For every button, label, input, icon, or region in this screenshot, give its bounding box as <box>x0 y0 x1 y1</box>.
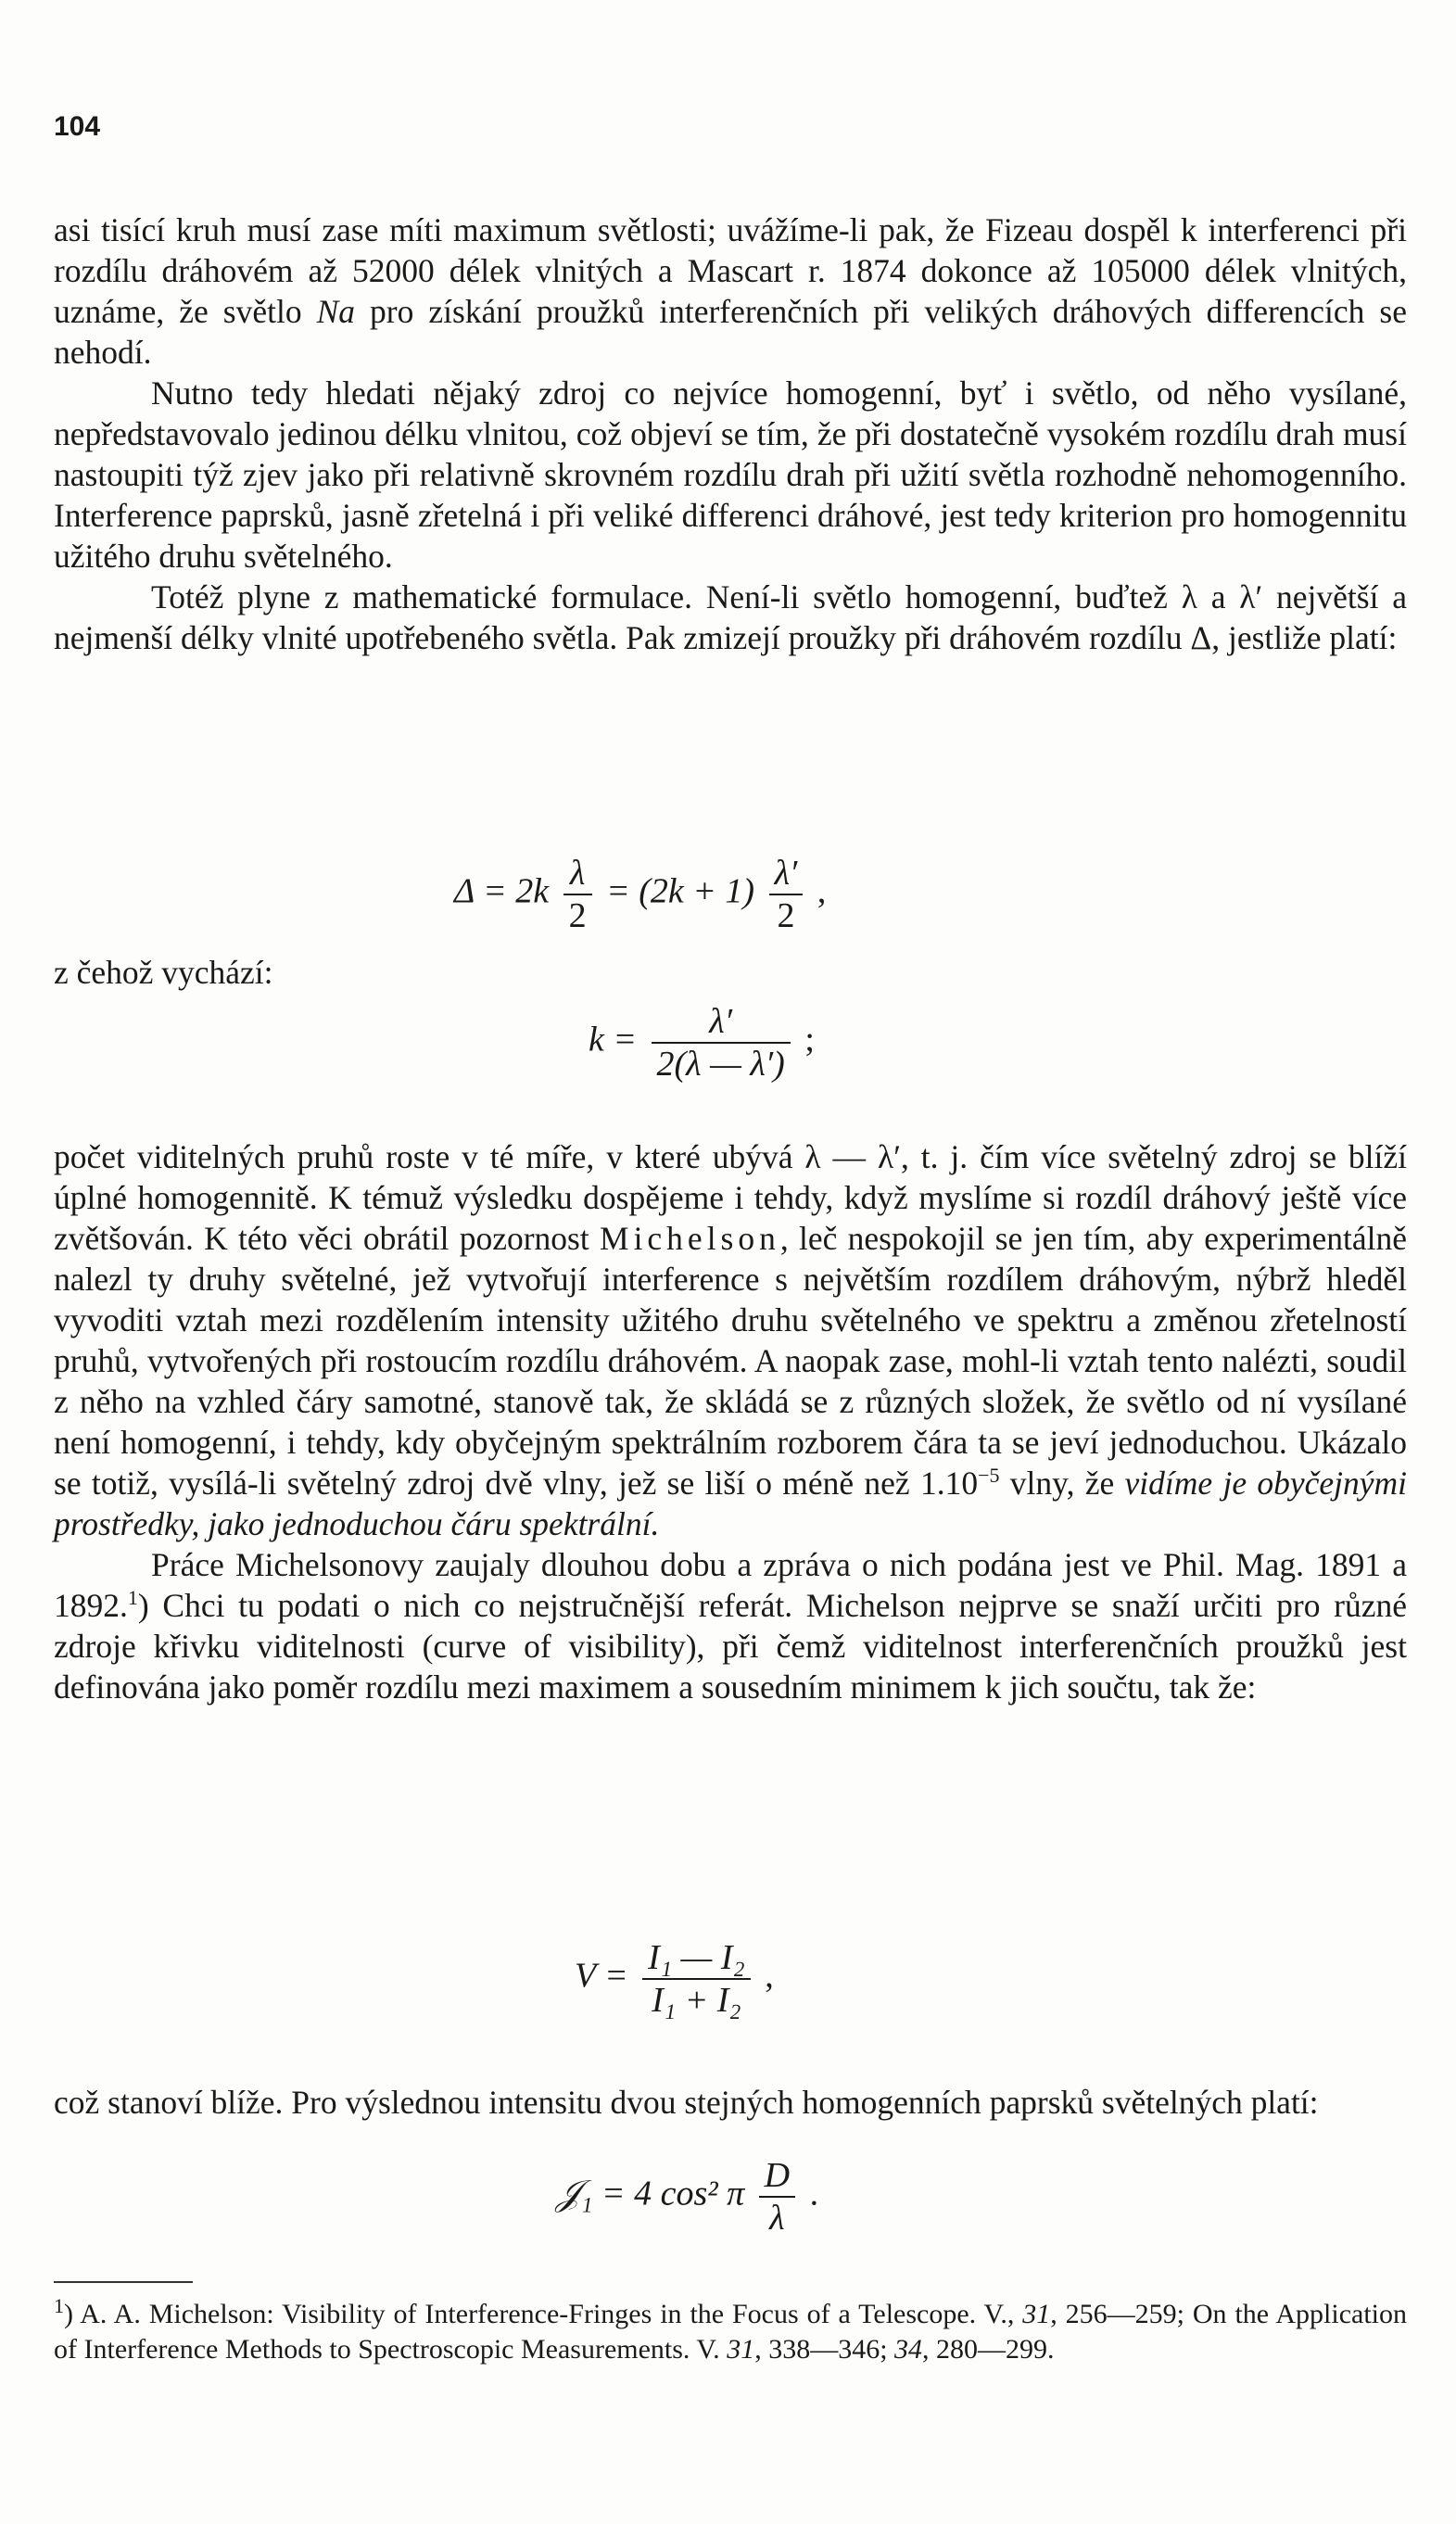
formula-2-end: ; <box>804 1020 815 1059</box>
formula-1-end: , <box>817 871 827 911</box>
formula-2-lhs: k = <box>589 1020 638 1059</box>
formula-path-difference <box>454 853 826 936</box>
formula-4-lhs: 𝒥₁ = 4 cos² π <box>556 2174 745 2213</box>
formula-1-middle: = (2k + 1) <box>606 871 755 911</box>
paragraph-3: Totéž plyne z mathematické formulace. Není-li světlo homogenní, buďtež λ a λ′ největší a nejmenší délky vlnité upotřebeného světla. Pak zmizejí proužky při dráhovém rozdílu Δ, jestliže platí: <box>54 578 1407 656</box>
page-number: 104 <box>54 111 101 142</box>
formula-3-lhs: V = <box>575 1956 628 1996</box>
paragraph-5-text-a: Práce Michelsonovy zaujaly dlouhou dobu a zpráva o nich podána jest ve Phil. Mag. 1891 a 1892. <box>54 1546 1407 1624</box>
paragraph-1 <box>54 209 1407 373</box>
text-block-1 <box>54 209 1407 658</box>
formula-k <box>589 1001 815 1084</box>
paragraph-5 <box>54 1544 1407 1707</box>
sodium-symbol: Na <box>316 293 356 330</box>
formula-2-numerator: λ′ <box>709 1002 733 1041</box>
paragraph-4 <box>54 1136 1407 1544</box>
footnote-reference: 1 <box>127 1586 138 1610</box>
paragraph-1-text: asi tisící kruh musí zase míti maximum světlosti; uvážíme-li pak, že Fizeau dospěl k interferenci při rozdílu dráhovém až 52000 délek vlnitých a Mascart r. 1874 dokonce až 105000 délek vlnitých, uznáme, že světlo <box>54 211 1407 330</box>
formula-4-end: . <box>809 2174 819 2213</box>
footnote-text-d: , 280—299. <box>922 2334 1055 2365</box>
formula-1-fraction-2 <box>769 853 804 936</box>
formula-1-frac-2-denominator: 2 <box>769 894 804 936</box>
formula-intensity <box>556 2155 818 2239</box>
label-from-which: z čehož vychází: <box>54 954 273 991</box>
formula-2-denominator: 2(λ — λ′) <box>652 1042 791 1084</box>
paragraph-5-text-b: ) Chci tu podati o nich co nejstručnější referát. Michelson nejprve se snaží určiti pro různé zdroje křivku viditelnosti (curve of visibility), při čemž viditelnost interferenčních proužků jest definována jako poměr rozdílu mezi maximem a sousedním minimem k jich součtu, tak že: <box>54 1587 1407 1706</box>
paragraph-4-italic: vidíme je obyčejnými prostředky, jako jednoduchou čáru spektrální. <box>54 1465 1407 1542</box>
text-block-2 <box>54 1136 1407 1707</box>
formula-4-fraction <box>759 2155 795 2239</box>
paragraph-4-text-c: vlny, že <box>999 1465 1125 1502</box>
formula-1-lhs: Δ = 2k <box>454 871 550 911</box>
footnote-divider <box>54 2281 193 2283</box>
footnote-volume-2: 31 <box>727 2334 755 2365</box>
formula-3-fraction <box>642 1937 751 2021</box>
text-block-3 <box>54 2082 1407 2123</box>
formula-1-frac-1-denominator: 2 <box>563 894 592 936</box>
formula-1-fraction-1 <box>563 853 592 936</box>
paragraph-1-end: pro získání proužků interferenčních při velikých dráhových differencích se nehodí. <box>54 293 1407 371</box>
formula-1-frac-2-numerator: λ′ <box>774 854 798 893</box>
footnote-volume-3: 34 <box>894 2334 923 2365</box>
footnote-volume-1: 31 <box>1022 2299 1051 2329</box>
footnote-text-b: , 256—259; On the Application of Interference Methods to Spectroscopic Measurements. V. <box>54 2299 1407 2365</box>
formula-3-end: , <box>765 1956 774 1996</box>
name-michelson: Michelson <box>600 1220 780 1257</box>
formula-4-numerator: D <box>764 2156 791 2195</box>
paragraph-4-text-a: počet viditelných pruhů roste v té míře, v které ubývá λ — λ′, t. j. čím více světelný zdroj se blíží úplné homogennitě. K témuž výsledku dospějeme i tehdy, když myslíme si rozdíl dráhový ještě více zvětšován. K této věci obrátil pozornost <box>54 1138 1407 1257</box>
paragraph-6: což stanoví blíže. Pro výslednou intensitu dvou stejných homogenních paprsků světelných platí: <box>54 2084 1319 2121</box>
paragraph-2: Nutno tedy hledati nějaký zdroj co nejvíce homogenní, byť i světlo, od něho vysílané, nepředstavovalo jedinou délku vlnitou, což objeví se tím, že při dostatečně vysokém rozdílu drah musí nastoupiti týž zjev jako při relativně skrovném rozdílu drah při užití světla rozhodně nehomogenního. Interference paprsků, jasně zřetelná i při veliké differenci dráhové, jest tedy kriterion pro homogennitu užitého druhu světelného. <box>54 374 1407 575</box>
formula-3-numerator: I₁ — I₂ <box>648 1938 745 1977</box>
formula-3-denominator: I₁ + I₂ <box>642 1978 751 2021</box>
footnote-text-c: , 338—346; <box>754 2334 895 2365</box>
footnote <box>54 2294 1407 2367</box>
footnote-text-a: ) A. A. Michelson: Visibility of Interference-Fringes in the Focus of a Telescope. V., <box>64 2299 1023 2329</box>
footnote-mark: 1 <box>54 2294 64 2317</box>
exponent: −5 <box>978 1464 1000 1488</box>
paragraph-4-text-b: , leč nespokojil se jen tím, aby experimentálně nalezl ty druhy světelné, jež vytvořují interference s největším rozdílem dráhovým, nýbrž hleděl vyvoditi vztah mezi rozdělením intensity užitého druhu světelného ve spektru a změnou zřetelností pruhů, vytvořených při rostoucím rozdílu dráhovém. A naopak zase, mohl-li vztah tento nalézti, soudil z něho na vzhled čáry samotné, stanově tak, že skládá se z různých složek, že světlo od ní vysílané není homogenní, i tehdy, kdy obyčejným spektrálním rozborem čára ta se jeví jednoduchou. Ukázalo se totiž, vysílá-li světelný zdroj dvě vlny, jež se liší o méně než 1.10 <box>54 1220 1407 1502</box>
formula-4-denominator: λ <box>759 2196 795 2239</box>
formula-1-frac-1-numerator: λ <box>569 854 586 893</box>
formula-visibility <box>575 1937 774 2021</box>
formula-2-fraction <box>652 1001 791 1084</box>
